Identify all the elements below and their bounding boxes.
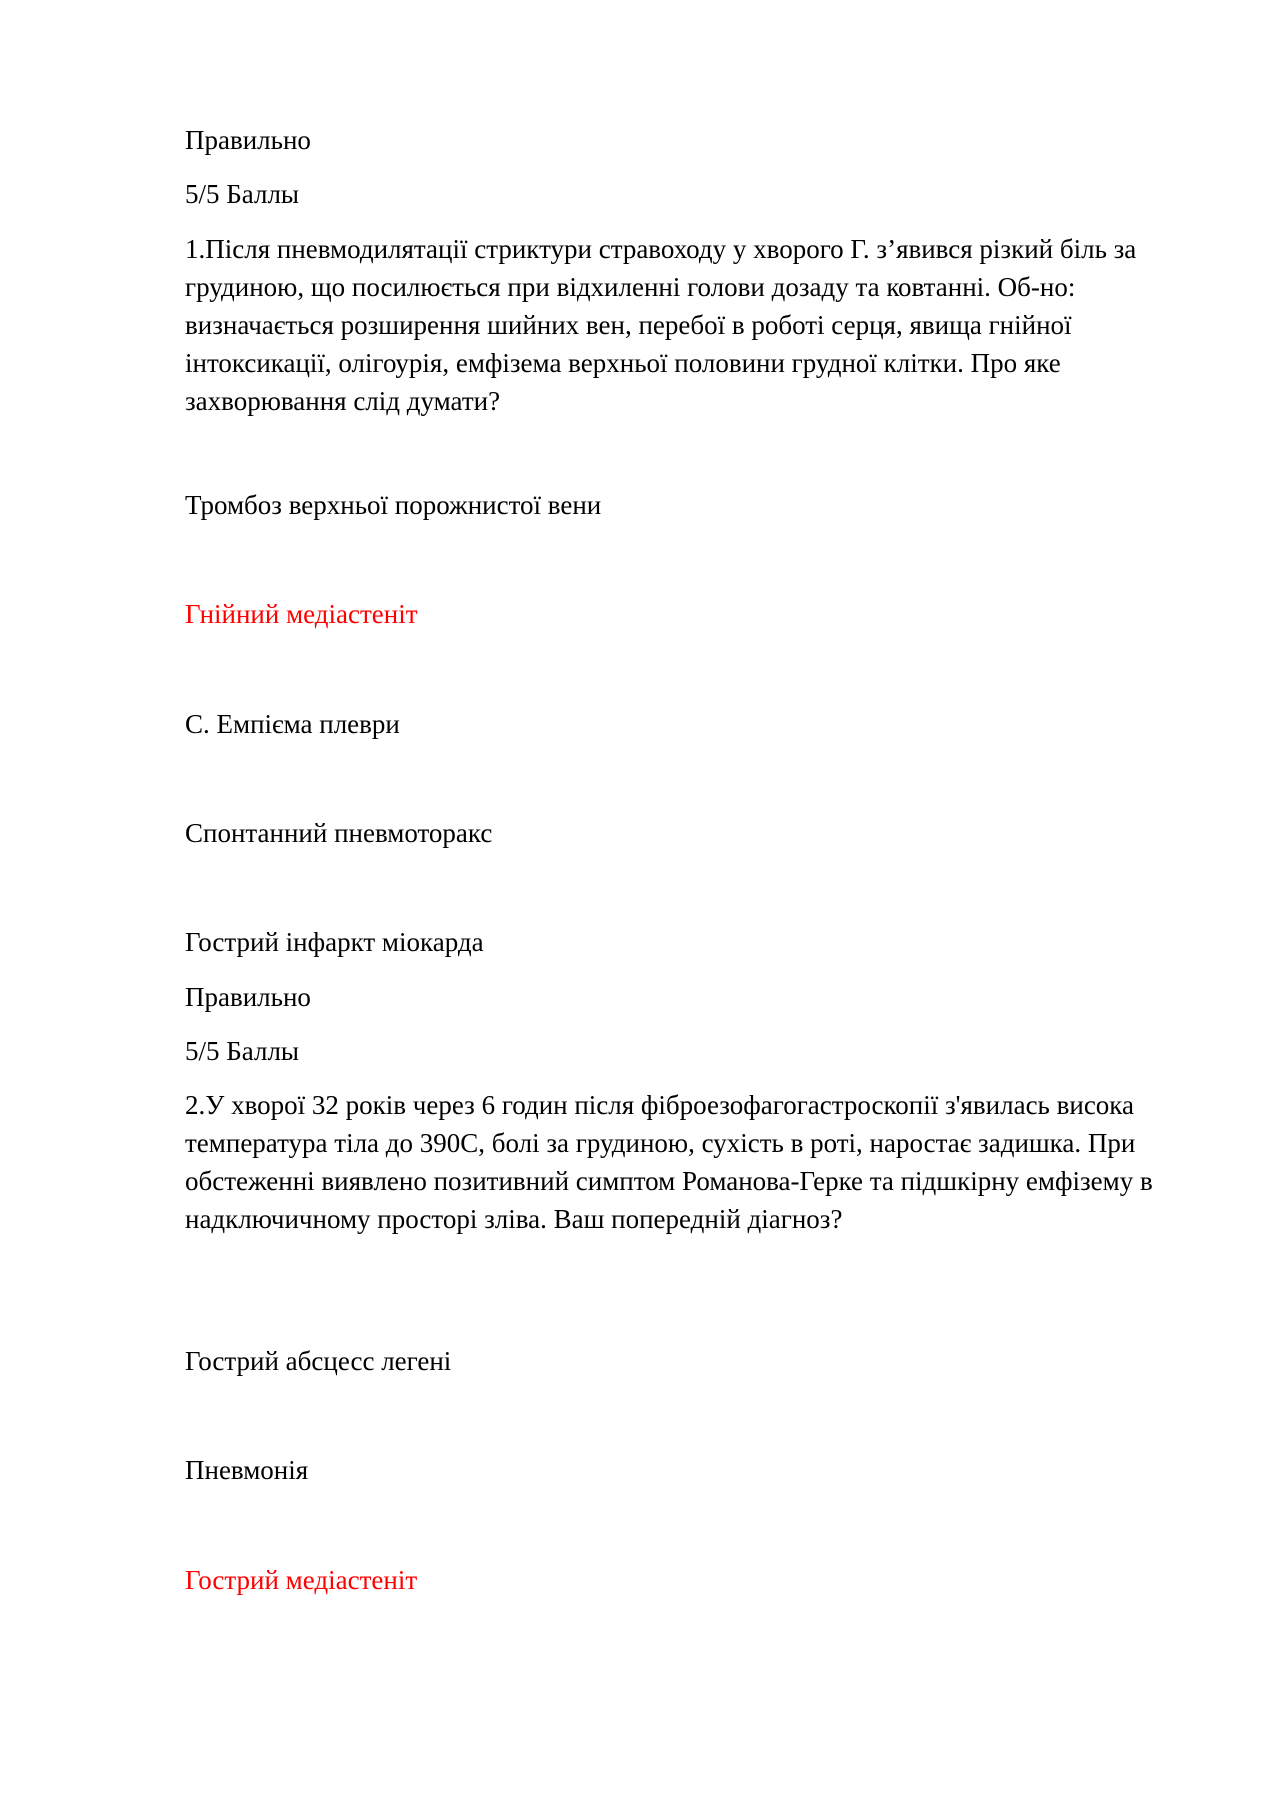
answer-option: Гострий абсцесс легені xyxy=(185,1346,452,1376)
question-text: 1.Після пневмодилятації стриктури стравоходу у хворого Г. з’явився різкий біль за грудиною, що посилюється при відхиленні голови дозаду та ковтанні. Об-но: визначається розширення шийних вен, перебої в роботі серця, явища гнійної інтоксикації, олігоурія, емфізема верхньої половини грудної клітки. Про яке захворювання слід думати? xyxy=(185,234,1137,416)
question-text: 2.У хворої 32 років через 6 годин після фіброезофагогастроскопії з'явилась висока температура тіла до 390С, болі за грудиною, сухість в роті, наростає задишка. При обстеженні виявлено позитивний симптом Романова-Герке та підшкірну емфізему в надключичному просторі зліва. Ваш попередній діагноз? xyxy=(185,1090,1153,1234)
answer-option: Гострий інфаркт міокарда xyxy=(185,927,484,957)
answer-option: Спонтанний пневмоторакс xyxy=(185,818,493,848)
score-label: 5/5 Баллы xyxy=(185,1036,300,1066)
answer-option: C. Емпієма плеври xyxy=(185,709,400,739)
result-status: Правильно xyxy=(185,982,311,1012)
answer-option: Тромбоз верхньої порожнистої вени xyxy=(185,490,602,520)
answer-option-correct: Гнійний медіастеніт xyxy=(185,599,418,629)
score-label: 5/5 Баллы xyxy=(185,179,300,209)
answer-option: Пневмонія xyxy=(185,1455,309,1485)
result-status: Правильно xyxy=(185,125,311,155)
answer-option-correct: Гострий медіастеніт xyxy=(185,1565,418,1595)
